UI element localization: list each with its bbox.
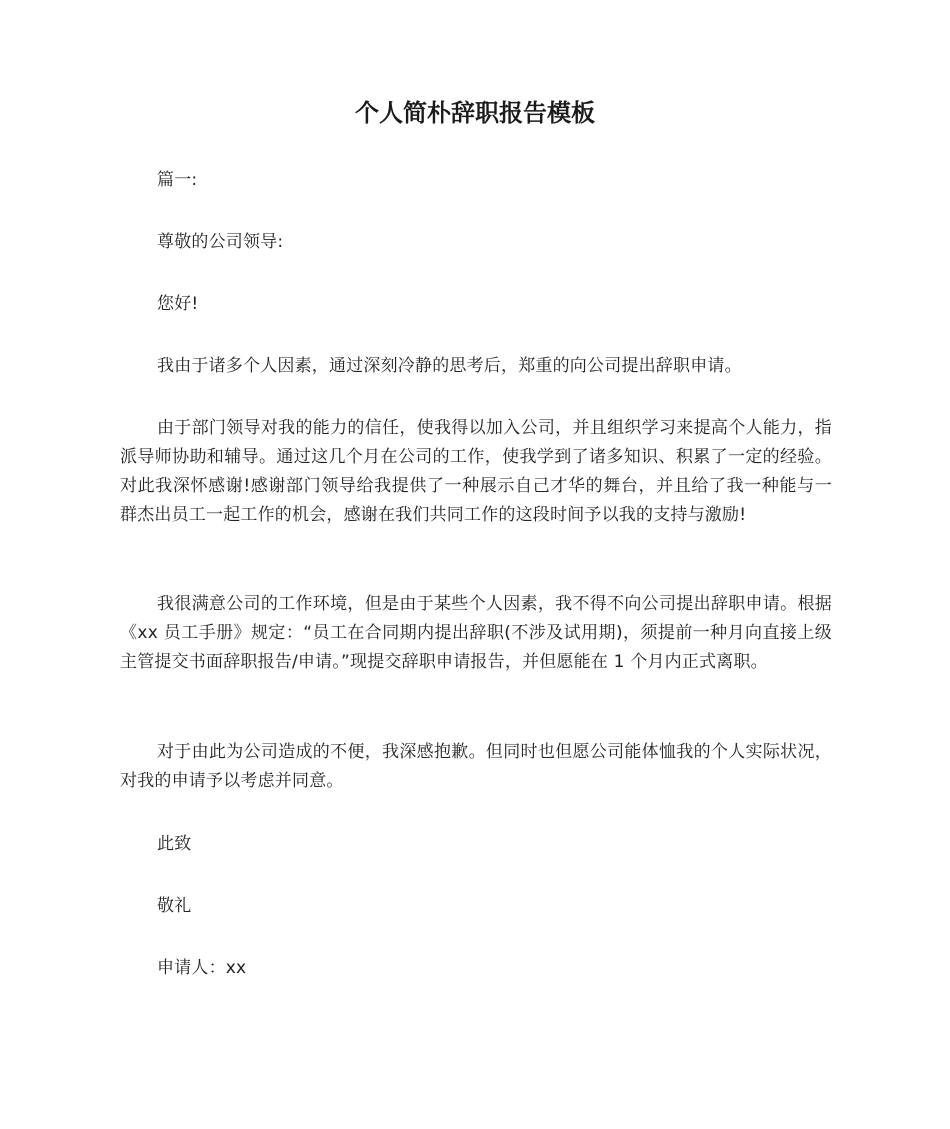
section-heading: 篇一: (157, 170, 198, 190)
document-title: 个人简朴辞职报告模板 (355, 99, 595, 127)
body-paragraph-intro: 我由于诸多个人因素，通过深刻冷静的思考后，郑重的向公司提出辞职申请。 (157, 356, 742, 376)
closing-cizhi: 此致 (157, 834, 192, 854)
salutation: 尊敬的公司领导: (157, 232, 284, 252)
body-paragraph-reason: 我很满意公司的工作环境，但是由于某些个人因素，我不得不向公司提出辞职申请。根据《xx 员工手册》规定：“员工在合同期内提出辞职(不涉及试用期)，须提前一种月向直接上级主管提交书面辞职报告/申请。”现提交辞职申请报告，并但愿能在 1 个月内正式离职。 (120, 594, 832, 672)
body-paragraph-thanks: 由于部门领导对我的能力的信任，使我得以加入公司，并且组织学习来提高个人能力，指派导师协助和辅导。通过这几个月在公司的工作，使我学到了诸多知识、积累了一定的经验。对此我深怀感谢!感谢部门领导给我提供了一种展示自己才华的舞台，并且给了我一种能与一群杰出员工一起工作的机会，感谢在我们共同工作的这段时间予以我的支持与激励! (120, 418, 832, 525)
applicant-signature: 申请人：xx (157, 958, 247, 978)
body-paragraph-apology: 对于由此为公司造成的不便，我深感抱歉。但同时也但愿公司能体恤我的个人实际状况，对我的申请予以考虑并同意。 (120, 742, 832, 791)
greeting: 您好! (157, 294, 199, 314)
closing-jingli: 敬礼 (157, 896, 192, 916)
